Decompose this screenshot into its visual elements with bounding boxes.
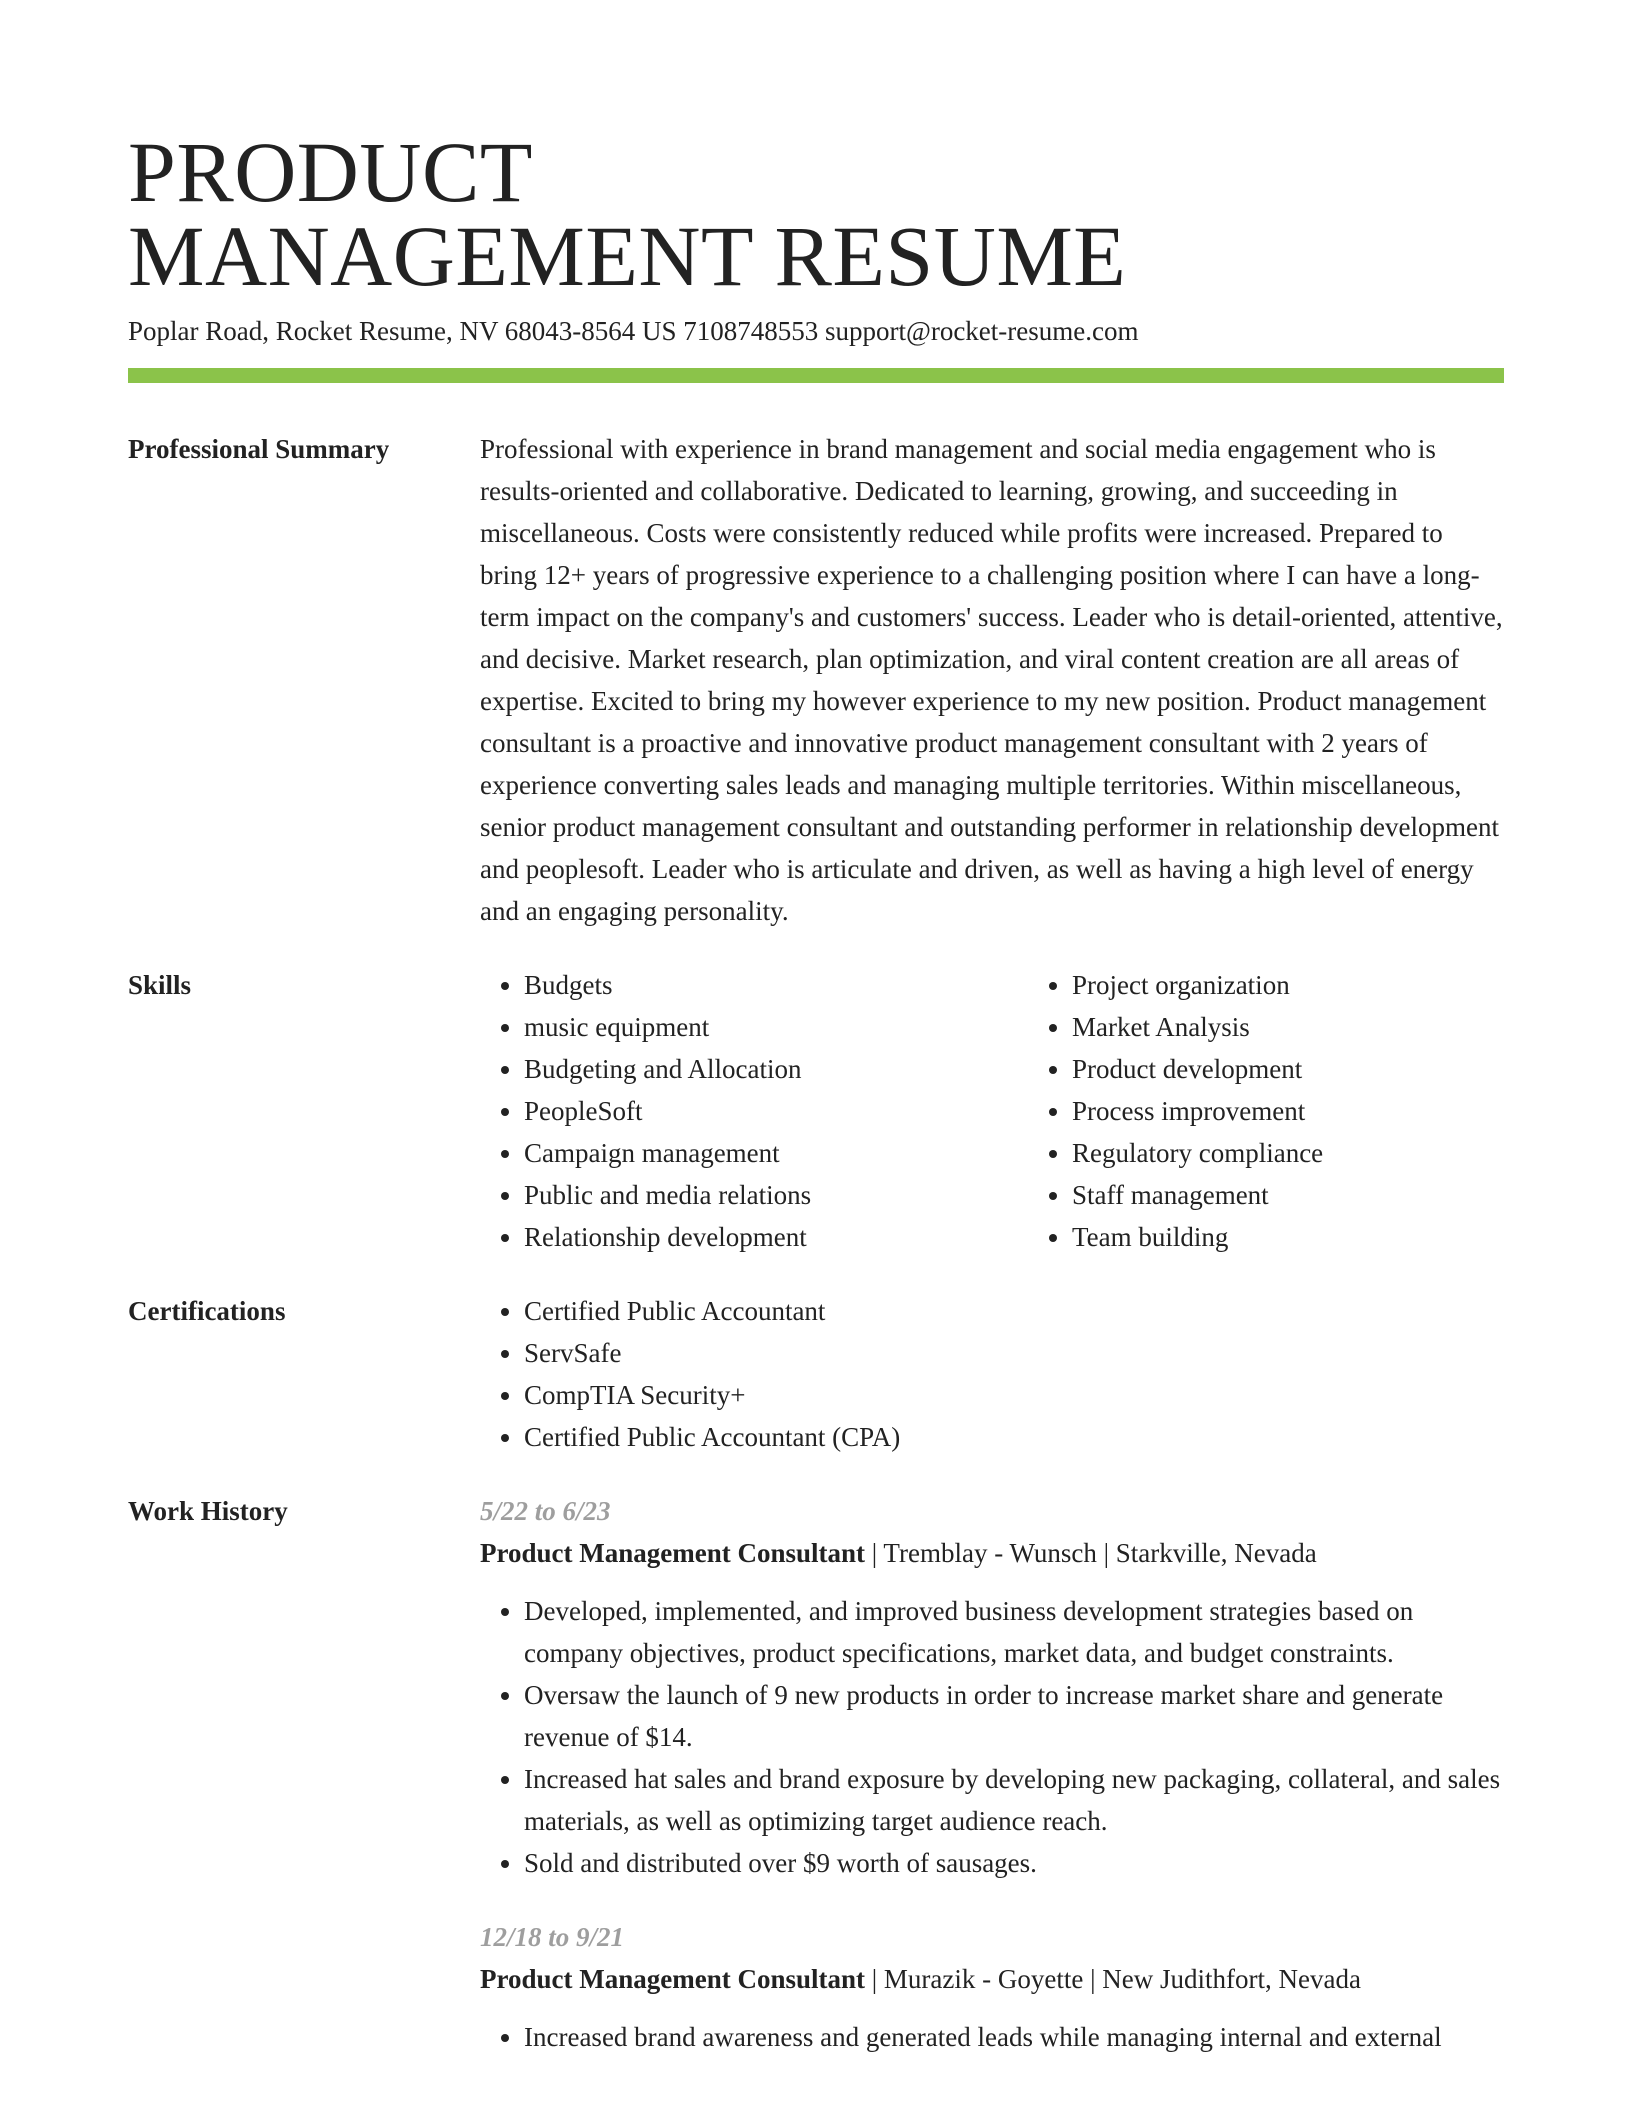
job-title: Product Management Consultant: [480, 1964, 866, 1994]
skill-item: • Project organization: [1072, 964, 1576, 1006]
certifications-heading: Certifications: [128, 1296, 286, 1326]
job-bullet: • Oversaw the launch of 9 new products in order to increase market share and generate revenue of $14.: [524, 1674, 1504, 1758]
job-bullet: • Sold and distributed over $9 worth of sausages.: [524, 1842, 1504, 1884]
certifications-section: [128, 1290, 1504, 1458]
skill-item: • Process improvement: [1072, 1090, 1576, 1132]
title-line-1: PRODUCT: [128, 124, 533, 220]
skill-item: • Staff management: [1072, 1174, 1576, 1216]
skills-list-right: [1028, 964, 1576, 1258]
skills-list-left: [480, 964, 1028, 1258]
skills-body: [480, 964, 1576, 1258]
job-header: [480, 1958, 1504, 2000]
job-entry: [480, 1916, 1504, 2058]
work-history-heading: Work History: [128, 1496, 288, 1526]
job-bullet: • Developed, implemented, and improved business development strategies based on company objectives, product specifications, market data, and budget constraints.: [524, 1590, 1504, 1674]
work-history-body: [480, 1490, 1504, 2058]
summary-section: [128, 428, 1504, 932]
skill-item: • Public and media relations: [524, 1174, 1028, 1216]
skill-item: • music equipment: [524, 1006, 1028, 1048]
skill-item: • Market Analysis: [1072, 1006, 1576, 1048]
skill-item: • Regulatory compliance: [1072, 1132, 1576, 1174]
certification-item: • Certified Public Accountant (CPA): [524, 1416, 1504, 1458]
skill-item: • Product development: [1072, 1048, 1576, 1090]
resume-title: [128, 0, 1504, 304]
resume-page: [128, 0, 1504, 2058]
skill-item: • Budgets: [524, 964, 1028, 1006]
job-dates: 5/22 to 6/23: [480, 1496, 611, 1526]
job-bullet: • Increased brand awareness and generated leads while managing internal and external: [524, 2016, 1504, 2058]
certification-item: • Certified Public Accountant: [524, 1290, 1504, 1332]
skills-section: [128, 964, 1504, 1258]
contact-line: Poplar Road, Rocket Resume, NV 68043-8564 US 7108748553 support@rocket-resume.com: [128, 316, 1139, 346]
title-line-2: MANAGEMENT RESUME: [128, 208, 1127, 304]
accent-divider: [128, 368, 1504, 383]
summary-heading: Professional Summary: [128, 434, 390, 464]
job-entry: [480, 1490, 1504, 1884]
skill-item: • PeopleSoft: [524, 1090, 1028, 1132]
summary-body: [480, 428, 1504, 932]
job-title: Product Management Consultant: [480, 1538, 866, 1568]
certifications-body: [480, 1290, 1504, 1458]
certification-item: • CompTIA Security+: [524, 1374, 1504, 1416]
skill-item: • Relationship development: [524, 1216, 1028, 1258]
skill-item: • Team building: [1072, 1216, 1576, 1258]
summary-text: Professional with experience in brand management and social media engagement who is results-oriented and collaborative. Dedicated to learning, growing, and succeeding in miscellaneous. Costs were consistently reduced while profits were increased. Prepared to bring 12+ years of progressive experience to a challenging position where I can have a long-term impact on the company's and customers' success. Leader who is detail-oriented, attentive, and decisive. Market research, plan optimization, and viral content creation are all areas of expertise. Excited to bring my however experience to my new position. Product management consultant is a proactive and innovative product management consultant with 2 years of experience converting sales leads and managing multiple territories. Within miscellaneous, senior product management consultant and outstanding performer in relationship development and peoplesoft. Leader who is articulate and driven, as well as having a high level of energy and an engaging personality.: [480, 434, 1503, 926]
skills-columns: [480, 964, 1576, 1258]
work-history-section: [128, 1490, 1504, 2058]
job-bullets: [480, 2016, 1504, 2058]
job-details: | Tremblay - Wunsch | Starkville, Nevada: [865, 1538, 1317, 1568]
certifications-list: [480, 1290, 1504, 1458]
job-header: [480, 1532, 1504, 1574]
job-details: | Murazik - Goyette | New Judithfort, Nevada: [865, 1964, 1361, 1994]
job-bullet: • Increased hat sales and brand exposure by developing new packaging, collateral, and sales materials, as well as optimizing target audience reach.: [524, 1758, 1504, 1842]
skill-item: • Campaign management: [524, 1132, 1028, 1174]
job-bullets: [480, 1590, 1504, 1884]
job-dates: 12/18 to 9/21: [480, 1922, 625, 1952]
skill-item: • Budgeting and Allocation: [524, 1048, 1028, 1090]
certification-item: • ServSafe: [524, 1332, 1504, 1374]
skills-heading: Skills: [128, 970, 192, 1000]
